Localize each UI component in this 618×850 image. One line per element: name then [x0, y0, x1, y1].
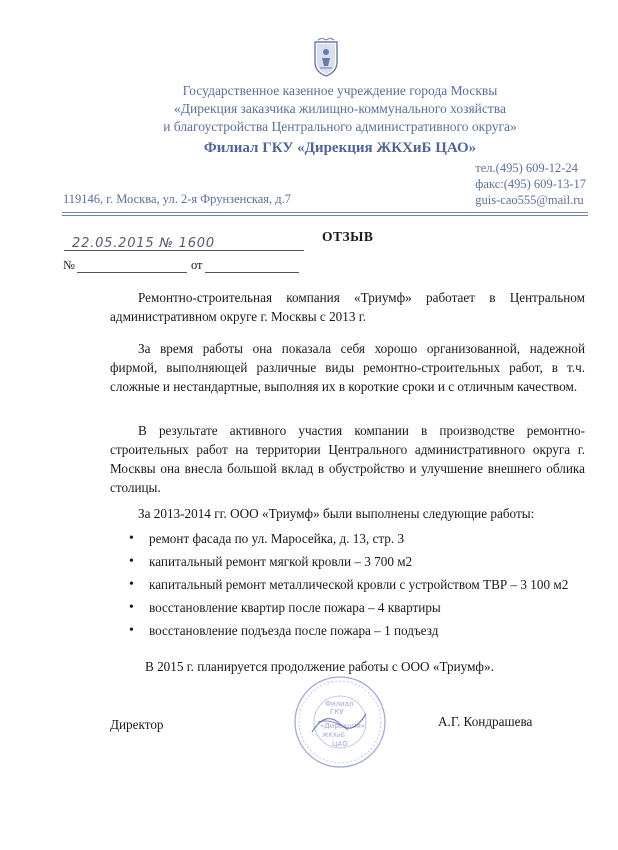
paragraph-3: В результате активного участия компании в производстве ремонтно-строительных работ на территории Центрального административного округа г. Москвы она внесла большой вклад в обустройство и улучшение внешнего облика столицы.	[110, 423, 585, 495]
document-title: ОТЗЫВ	[322, 229, 374, 244]
letterhead-divider	[62, 212, 588, 213]
org-name-line2: «Дирекция заказчика жилищно-коммунального хозяйства	[174, 101, 506, 116]
paragraph-2: За время работы она показала себя хорошо организованной, надежной фирмой, выполняющей различные виды ремонтно-строительных работ, в т.ч. сложные и нестандартные, выполняя их в короткие сроки и с отличным качеством.	[110, 341, 585, 394]
reg-from-label: от	[190, 258, 203, 272]
list-item: • ремонт фасада по ул. Маросейка, д. 13, стр. 3	[127, 529, 587, 549]
list-item: • восстановление квартир после пожара – 4 квартиры	[127, 598, 587, 618]
list-item: • капитальный ремонт мягкой кровли – 3 700 м2	[127, 552, 587, 572]
list-item: • восстановление подъезда после пожара – 1 подъезд	[127, 621, 587, 641]
phone: тел.(495) 609-12-24	[475, 161, 578, 175]
svg-text:ЖКХиБ: ЖКХиБ	[322, 732, 345, 739]
reg-date-blank	[205, 260, 299, 273]
svg-text:«Дирекция»: «Дирекция»	[320, 722, 366, 730]
closing-paragraph: В 2015 г. планируется продолжение работы с ООО «Триумф».	[145, 659, 494, 674]
signatory-title: Директор	[110, 717, 164, 732]
paragraph-4: За 2013-2014 гг. ООО «Триумф» были выполнены следующие работы:	[138, 506, 535, 521]
branch-name: Филиал ГКУ «Дирекция ЖКХиБ ЦАО»	[203, 140, 477, 156]
svg-text:ЦАО: ЦАО	[332, 740, 348, 748]
org-name-line1: Государственное казенное учреждение города Москвы	[182, 83, 498, 98]
official-seal-stamp	[292, 674, 388, 770]
svg-text:Филиал: Филиал	[325, 700, 354, 708]
list-item: • капитальный ремонт металлической кровли с устройством ТВР – 3 100 м2	[127, 575, 587, 595]
registration-line	[63, 258, 299, 273]
reg-number-blank	[77, 260, 187, 273]
works-list	[127, 529, 587, 644]
handwritten-date-number: 22.05.2015 № 1600	[72, 236, 215, 251]
email: guis-cao555@mail.ru	[475, 193, 584, 207]
signatory-name: А.Г. Кондрашева	[438, 714, 533, 729]
letterhead-divider-thick	[62, 215, 588, 216]
address: 119146, г. Москва, ул. 2-я Фрунзенская, д.7	[63, 192, 292, 206]
paragraph-1: Ремонтно-строительная компания «Триумф» работает в Центральном административном округе г. Москвы с 2013 г.	[110, 290, 585, 324]
moscow-coat-of-arms-icon	[312, 38, 340, 78]
reg-number-label: №	[63, 258, 75, 272]
contacts-block	[475, 160, 586, 208]
date-underline	[64, 250, 304, 251]
fax: факс:(495) 609-13-17	[475, 177, 586, 191]
svg-text:ГКУ: ГКУ	[330, 708, 344, 716]
org-name-line3: и благоустройства Центрального административного округа»	[163, 119, 517, 134]
